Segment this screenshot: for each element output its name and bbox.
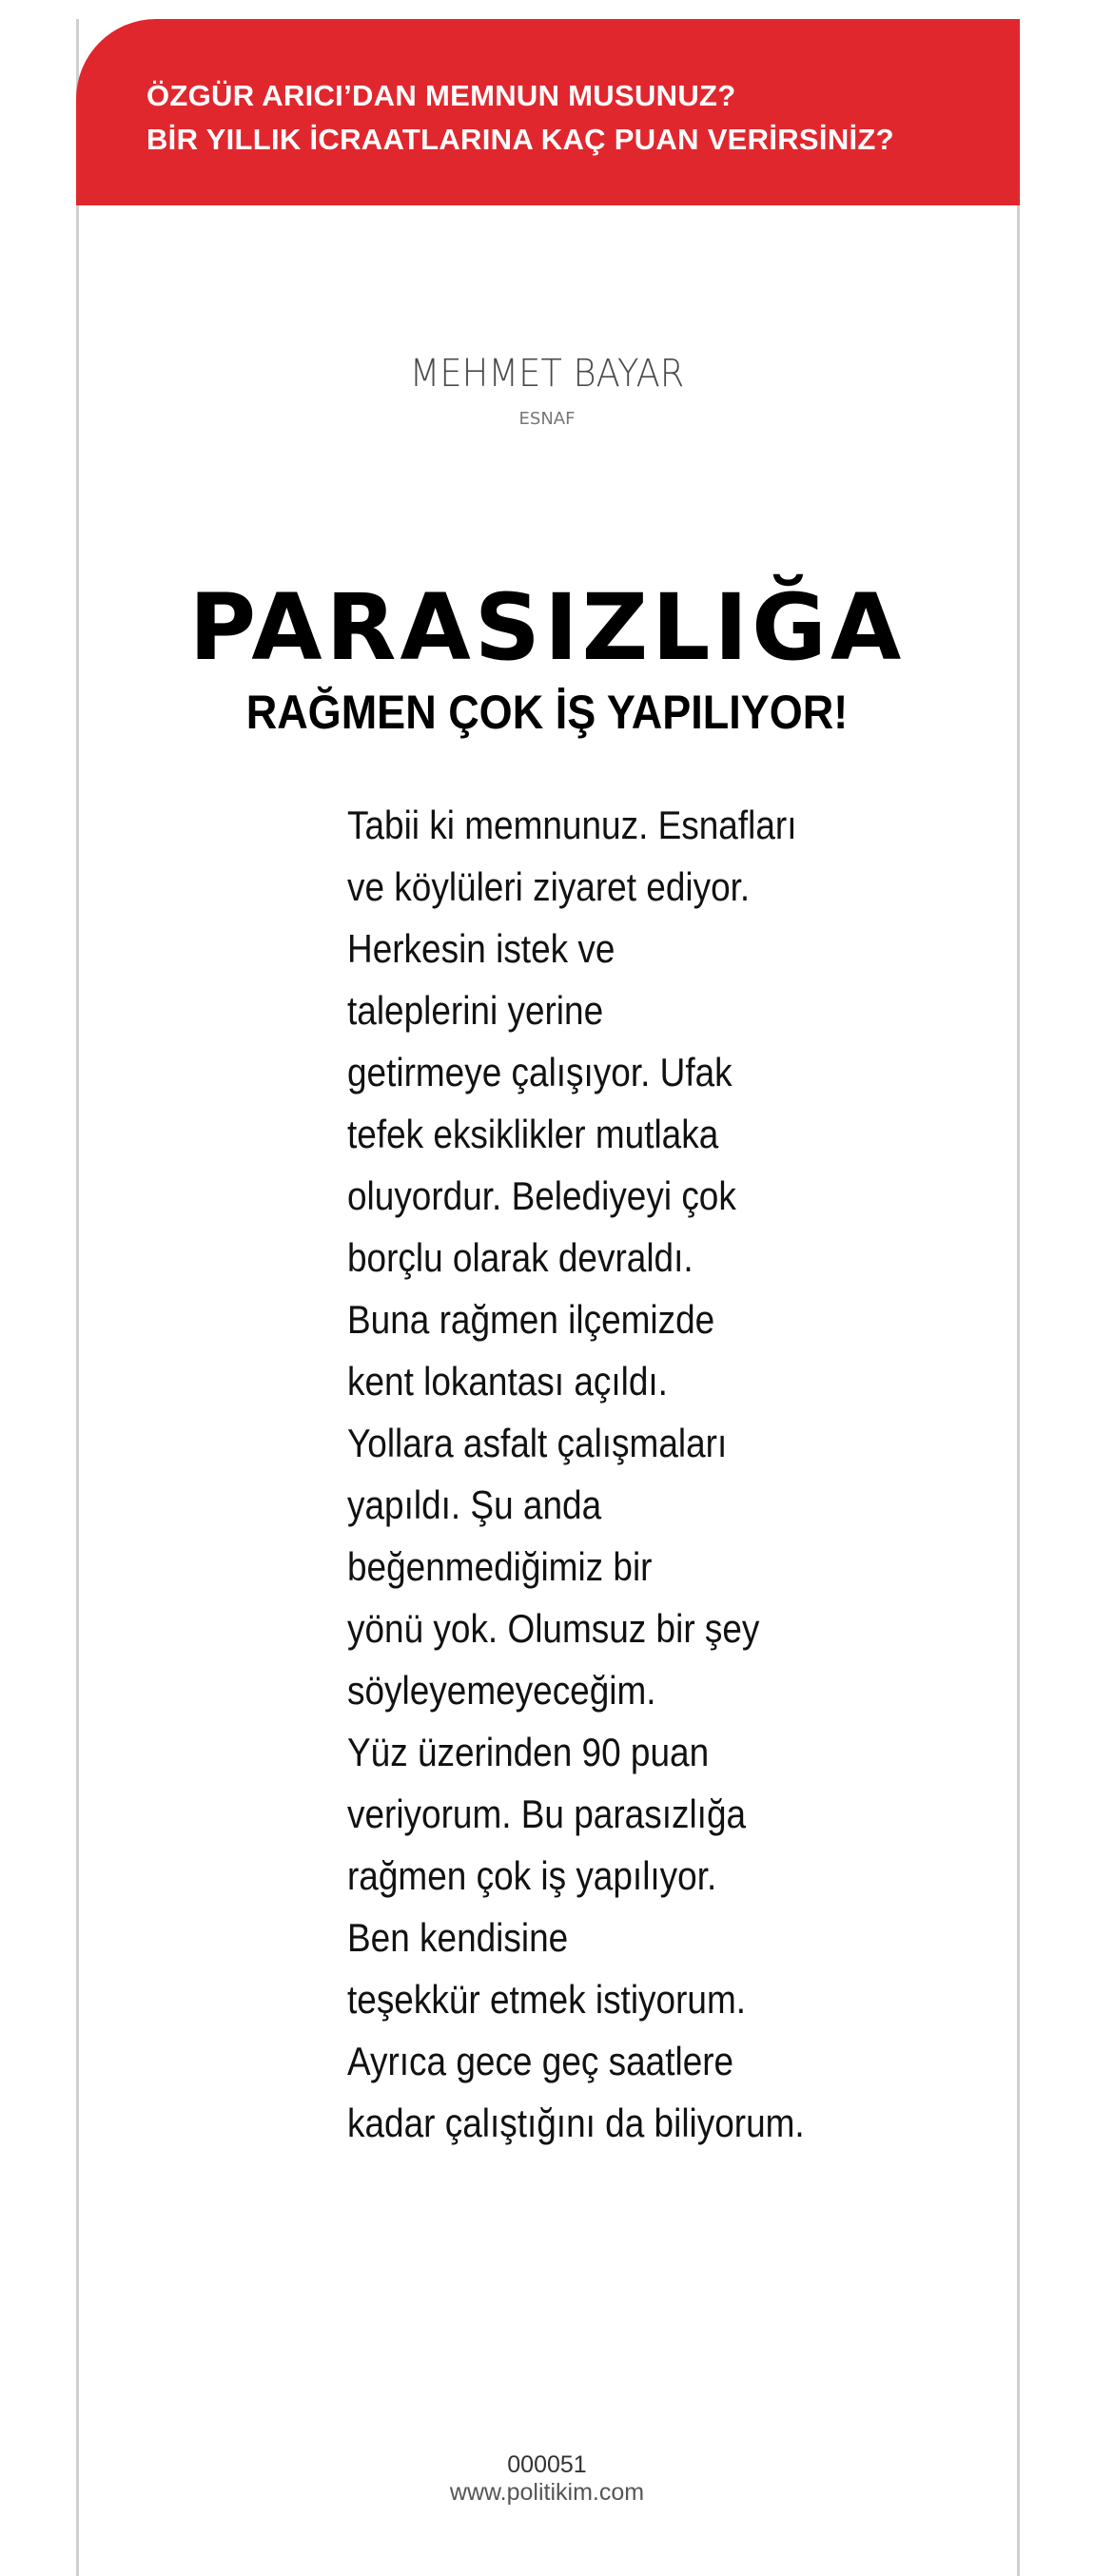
body-line: söyleyemeyeceğim. <box>347 1668 656 1713</box>
person-role: ESNAF <box>518 409 576 429</box>
body-line: Ayrıca gece geç saatlere <box>347 2039 734 2083</box>
body-line: Herkesin istek ve <box>347 926 615 971</box>
headline: PARASIZLIĞA <box>188 574 906 681</box>
body-text <box>347 794 880 2154</box>
footer-code: 000051 <box>507 2451 587 2478</box>
body-line: taleplerini yerine <box>347 988 604 1033</box>
body-line: yönü yok. Olumsuz bir şey <box>347 1606 760 1651</box>
body-line: Tabii ki memnunuz. Esnafları <box>347 803 797 847</box>
body-line: yapıldı. Şu anda <box>347 1482 602 1527</box>
body-line: oluyordur. Belediyeyi çok <box>347 1173 736 1218</box>
question-line-1: ÖZGÜR ARICI’DAN MEMNUN MUSUNUZ? <box>147 79 736 112</box>
question-banner <box>76 19 1020 205</box>
body-line: kent lokantası açıldı. <box>347 1359 668 1404</box>
body-line: Buna rağmen ilçemizde <box>347 1297 715 1342</box>
body-line: getirmeye çalışıyor. Ufak <box>347 1050 733 1094</box>
subheadline: RAĞMEN ÇOK İŞ YAPILIYOR! <box>245 686 849 739</box>
body-line: Yollara asfalt çalışmaları <box>347 1421 728 1465</box>
body-line: kadar çalıştığını da biliyorum. <box>347 2101 805 2145</box>
body-line: tefek eksiklikler mutlaka <box>347 1112 719 1156</box>
body-line: Ben kendisine <box>347 1915 569 1960</box>
body-line: teşekkür etmek istiyorum. <box>347 1977 747 2022</box>
body-line: veriyorum. Bu parasızlığa <box>347 1792 747 1836</box>
footer-url[interactable]: www.politikim.com <box>449 2479 645 2506</box>
person-name: MEHMET BAYAR <box>409 352 685 396</box>
body-line: Yüz üzerinden 90 puan <box>347 1730 710 1774</box>
body-line: borçlu olarak devraldı. <box>347 1235 694 1280</box>
body-line: beğenmediğimiz bir <box>347 1544 653 1589</box>
body-line: ve köylüleri ziyaret ediyor. <box>347 864 751 909</box>
body-line: rağmen çok iş yapılıyor. <box>347 1853 717 1898</box>
question-line-2: BİR YILLIK İCRAATLARINA KAÇ PUAN VERİRSİNİZ? <box>147 123 894 156</box>
